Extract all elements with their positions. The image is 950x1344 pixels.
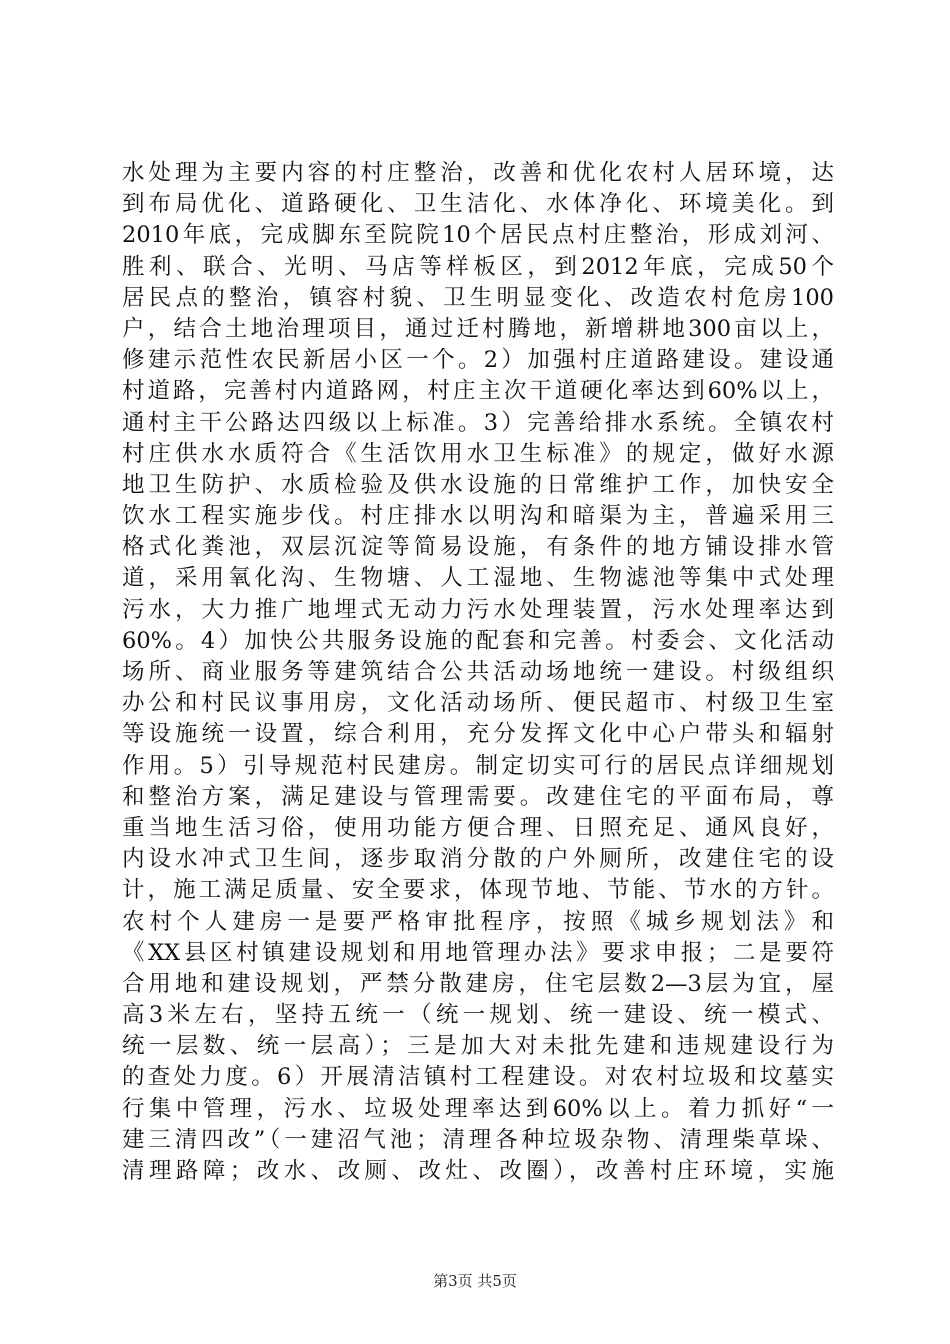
text-line: 2010年底，完成脚东至院院10个居民点村庄整治，形成刘河、 (122, 222, 834, 249)
text-line: 等设施统一设置，综合利用，充分发挥文化中心户带头和辐射 (122, 721, 834, 748)
text-line: 行集中管理，污水、垃圾处理率达到60%以上。着力抓好“一 (122, 1095, 834, 1122)
text-line: 和整治方案，满足建设与管理需要。改建住宅的平面布局，尊 (122, 783, 834, 810)
text-line: 户，结合土地治理项目，通过迁村腾地，新增耕地300亩以上， (122, 315, 834, 342)
text-line: 内设水冲式卫生间，逐步取消分散的户外厕所，改建住宅的设 (122, 846, 834, 873)
body-text (122, 158, 834, 1187)
text-line: 重当地生活习俗，使用功能方便合理、日照充足、通风良好， (122, 814, 834, 841)
page-number-footer: 第3页 共5页 (433, 1272, 517, 1290)
text-line: 到布局优化、道路硬化、卫生洁化、水体净化、环境美化。到 (122, 191, 834, 218)
text-line: 统一层数、统一层高）；三是加大对未批先建和违规建设行为 (122, 1033, 834, 1060)
text-line: 通村主干公路达四级以上标准。3）完善给排水系统。全镇农村 (122, 409, 834, 436)
text-line: 场所、商业服务等建筑结合公共活动场地统一建设。村级组织 (122, 659, 834, 685)
text-line: 村庄供水水质符合《生活饮用水卫生标准》的规定，做好水源 (122, 440, 834, 467)
text-line: 道，采用氧化沟、生物塘、人工湿地、生物滤池等集中式处理 (122, 565, 834, 592)
text-line: 清理路障；改水、改厕、改灶、改圈），改善村庄环境，实施 (122, 1158, 834, 1184)
text-line: 村道路，完善村内道路网，村庄主次干道硬化率达到60%以上， (122, 378, 834, 405)
text-line: 饮水工程实施步伐。村庄排水以明沟和暗渠为主，普遍采用三 (122, 503, 834, 530)
text-line: 合用地和建设规划，严禁分散建房，住宅层数2—3层为宜，屋 (122, 970, 834, 997)
text-line: 建三清四改”（一建沼气池；清理各种垃圾杂物、清理柴草垛、 (122, 1126, 834, 1153)
text-line: 作用。5）引导规范村民建房。制定切实可行的居民点详细规划 (122, 752, 834, 779)
text-line: 《XX县区村镇建设规划和用地管理办法》要求申报；二是要符 (122, 939, 834, 966)
text-line: 农村个人建房一是要严格审批程序，按照《城乡规划法》和 (122, 908, 834, 935)
text-line: 居民点的整治，镇容村貌、卫生明显变化、改造农村危房100 (122, 284, 834, 311)
text-line: 高3米左右，坚持五统一（统一规划、统一建设、统一模式、 (122, 1002, 834, 1029)
text-line: 60%。4）加快公共服务设施的配套和完善。村委会、文化活动 (122, 627, 834, 654)
text-line: 水处理为主要内容的村庄整治，改善和优化农村人居环境，达 (122, 160, 834, 186)
text-line: 计，施工满足质量、安全要求，体现节地、节能、节水的方针。 (122, 877, 834, 904)
text-line: 胜利、联合、光明、马店等样板区，到2012年底，完成50个 (122, 253, 834, 280)
text-line: 格式化粪池，双层沉淀等简易设施，有条件的地方铺设排水管 (122, 534, 834, 561)
text-line: 地卫生防护、水质检验及供水设施的日常维护工作，加快安全 (122, 471, 834, 498)
text-line: 修建示范性农民新居小区一个。2）加强村庄道路建设。建设通 (122, 347, 834, 374)
text-line: 办公和村民议事用房，文化活动场所、便民超市、村级卫生室 (122, 690, 834, 717)
text-line: 的查处力度。6）开展清洁镇村工程建设。对农村垃圾和坟墓实 (122, 1064, 834, 1091)
text-line: 污水，大力推广地埋式无动力污水处理装置，污水处理率达到 (122, 596, 834, 623)
